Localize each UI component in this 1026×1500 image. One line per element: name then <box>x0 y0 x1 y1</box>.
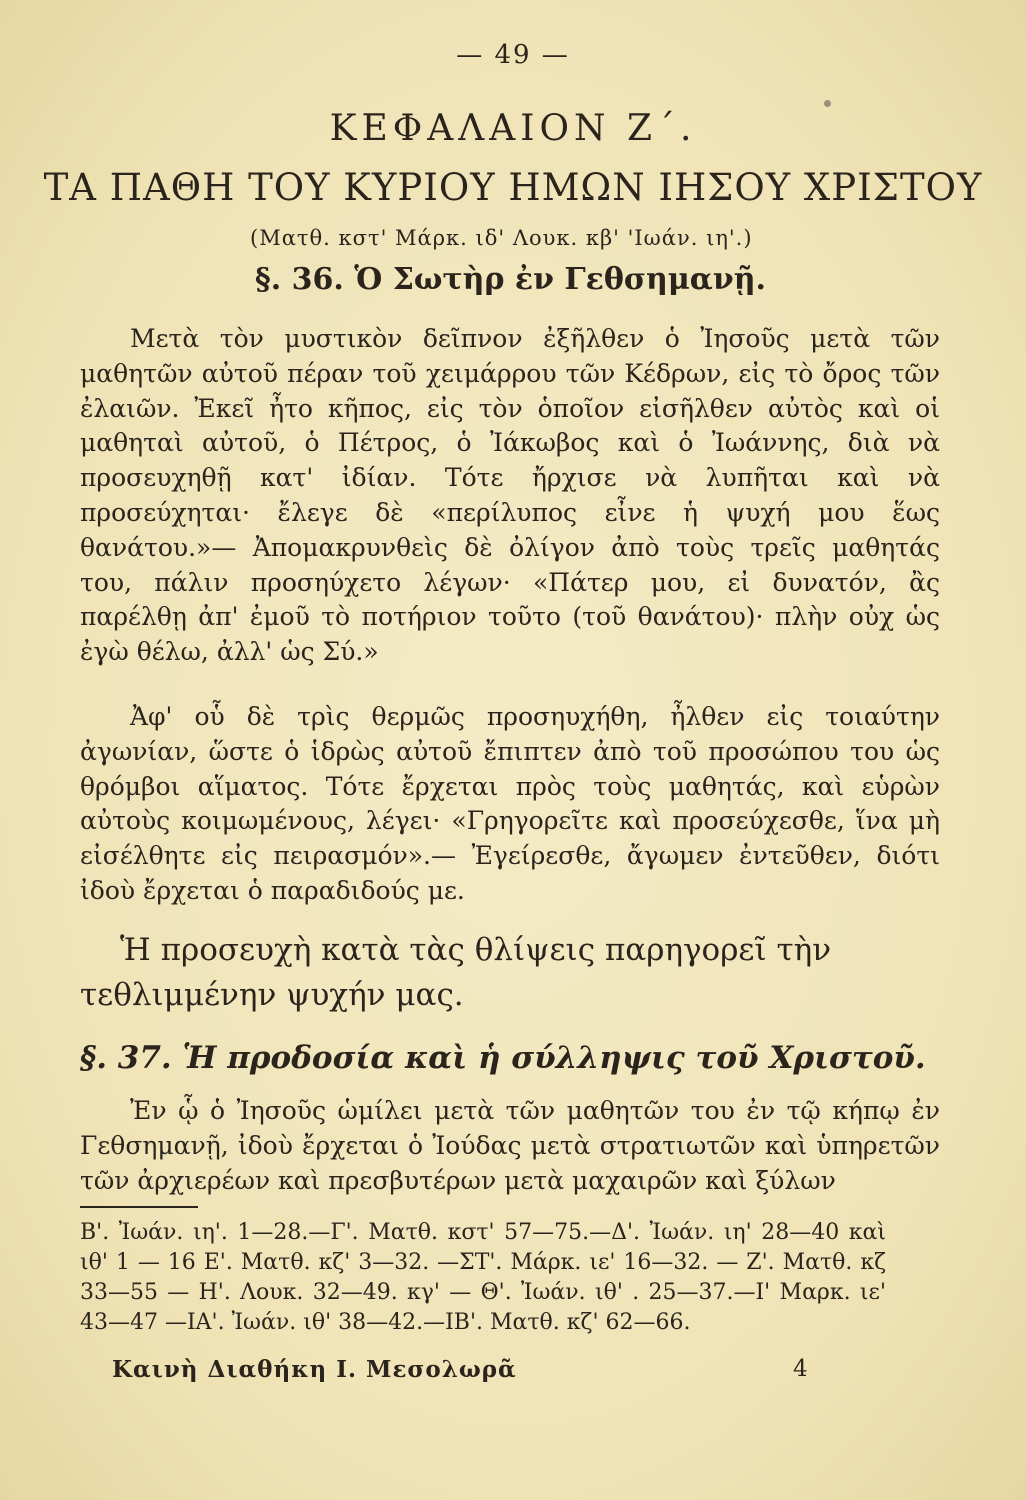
signature-line: Καινὴ Διαθήκη Ι. Μεσολωρᾶ <box>112 1356 517 1383</box>
section-36-heading: §. 36. Ὁ Σωτὴρ ἐν Γεθσημανῇ. <box>255 262 766 297</box>
chapter-title: ΤΑ ΠΑΘΗ ΤΟΥ ΚΥΡΙΟΥ ΗΜΩΝ ΙΗΣΟΥ ΧΡΙΣΤΟΥ <box>43 166 983 209</box>
section-37-heading: §. 37. Ἡ προδοσία καὶ ἡ σύλληψις τοῦ Χριστοῦ. <box>80 1040 926 1076</box>
chapter-heading: ΚΕΦΑΛΑΙΟΝ Ζ΄. <box>329 108 697 149</box>
paragraph-2: Ἀφ' οὗ δὲ τρὶς θερμῶς προσηυχήθη, ἦλθεν εἰς τοιαύτην ἀγωνίαν, ὥστε ὁ ἱδρὼς αὐτοῦ ἔπιπτεν ἀπὸ τοῦ προσώπου του ὡς θρόμβοι αἵματος. Τότε ἔρχεται πρὸς τοὺς μαθητάς, καὶ εὑρὼν αὐτοὺς κοιμωμένους, λέγει· «Γρηγορεῖτε καὶ προσεύχεσθε, ἵνα μὴ εἰσέλθητε εἰς πειρασμόν».— Ἐγείρεσθε, ἄγωμεν ἐντεῦθεν, διότι ἰδοὺ ἔρχεται ὁ παραδιδούς με. <box>80 702 940 905</box>
paragraph-1: Μετὰ τὸν μυστικὸν δεῖπνον ἐξῆλθεν ὁ Ἰησοῦς μετὰ τῶν μαθητῶν αὐτοῦ πέραν τοῦ χειμάρρου τῶν Κέδρων, εἰς τὸ ὄρος τῶν ἐλαιῶν. Ἐκεῖ ἦτο κῆπος, εἰς τὸν ὁποῖον εἰσῆλθεν αὐτὸς καὶ οἱ μαθηταὶ αὐτοῦ, ὁ Πέτρος, ὁ Ἰάκωβος καὶ ὁ Ἰωάννης, διὰ νὰ προσευχηθῇ κατ' ἰδίαν. Τότε ἤρχισε νὰ λυπῆται καὶ νὰ προσεύχηται· ἔλεγε δὲ «περίλυπος εἶνε ἡ ψυχή μου ἕως θανάτου.»— Ἀπομακρυνθεὶς δὲ ὀλίγον ἀπὸ τοὺς τρεῖς μαθητάς του, πάλιν προσηύχετο λέγων· «Πάτερ μου, εἰ δυνατόν, ἂς παρέλθῃ ἀπ' ἐμοῦ τὸ ποτήριον τοῦτο (τοῦ θανάτου)· πλὴν οὐχ ὡς ἐγὼ θέλω, ἀλλ' ὡς Σύ.» <box>80 324 940 667</box>
footnote: Β'. Ἰωάν. ιη'. 1—28.—Γ'. Ματθ. κστ' 57—75.—Δ'. Ἰωάν. ιη' 28—40 καὶ ιθ' 1 — 16 Ε'. Ματθ. κζ' 3—32. —ΣΤ'. Μάρκ. ιε' 16—32. — Ζ'. Ματθ. κζ 33—55 — Η'. Λουκ. 32—49. κγ' — Θ'. Ἰωάν. ιθ' . 25—37.—Ι' Μαρκ. ιε' 43—47 —ΙΑ'. Ἰωάν. ιθ' 38—42.—ΙΒ'. Ματθ. κζ' 62—66. <box>80 1220 886 1335</box>
ink-speck <box>824 100 831 107</box>
page-number: — 49 — <box>456 40 570 70</box>
scripture-references: (Ματθ. κστ' Μάρκ. ιδ' Λουκ. κβ' 'Ιωάν. ιη'.) <box>250 226 753 250</box>
emphasis-paragraph: Ἡ προσευχὴ κατὰ τὰς θλίψεις παρηγορεῖ τὴν τεθλιμμένην ψυχήν μας. <box>80 932 832 1013</box>
paragraph-3: Ἐν ᾧ ὁ Ἰησοῦς ὡμίλει μετὰ τῶν μαθητῶν του ἐν τῷ κήπῳ ἐν Γεθσημανῇ, ἰδοὺ ἔρχεται ὁ Ἰούδας μετὰ στρατιωτῶν καὶ ὑπηρετῶν τῶν ἀρχιερέων καὶ πρεσβυτέρων μετὰ μαχαιρῶν καὶ ξύλων <box>80 1096 940 1195</box>
sheet-number: 4 <box>793 1356 808 1382</box>
footnote-divider <box>80 1206 198 1208</box>
